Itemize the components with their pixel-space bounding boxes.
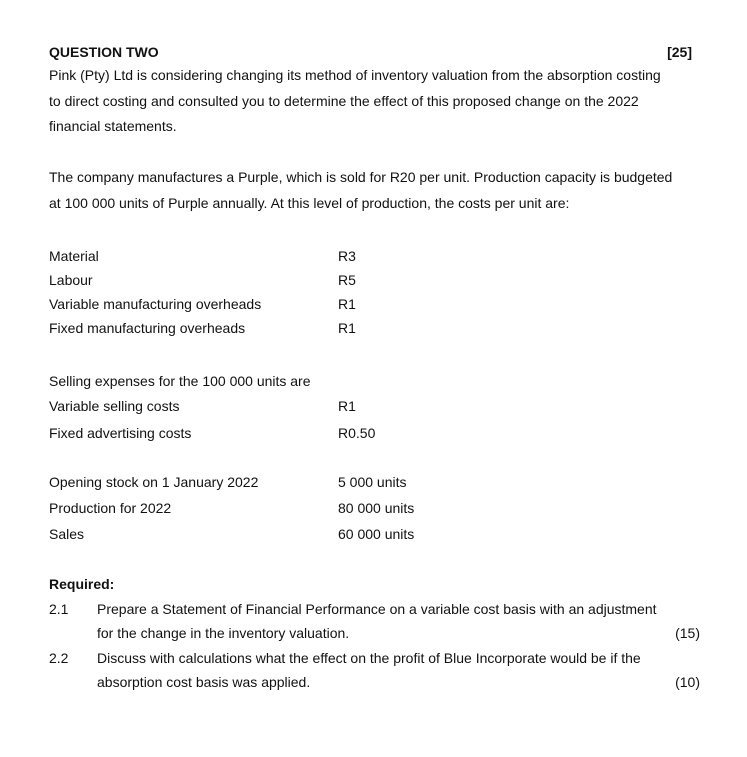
- selling-heading: Selling expenses for the 100 000 units are: [49, 373, 311, 389]
- intro-paragraph: [49, 63, 661, 140]
- stock-value: 5 000 units: [338, 474, 407, 490]
- unit-cost-label: Labour: [49, 272, 93, 288]
- required-heading: Required:: [49, 576, 115, 592]
- unit-cost-label: Variable manufacturing overheads: [49, 296, 262, 312]
- context-line: at 100 000 units of Purple annually. At this level of production, the costs per unit are:: [49, 194, 570, 211]
- required-item-marks: (15): [675, 625, 700, 641]
- selling-value: R1: [338, 398, 356, 414]
- question-marks: [25]: [667, 44, 692, 60]
- intro-line: Pink (Pty) Ltd is considering changing its method of inventory valuation from the absorption costing: [49, 67, 661, 83]
- stock-label: Production for 2022: [49, 500, 172, 516]
- question-title: QUESTION TWO: [49, 44, 159, 60]
- required-item-marks: (10): [675, 674, 700, 690]
- selling-label: Fixed advertising costs: [49, 425, 192, 441]
- unit-cost-value: R1: [338, 296, 356, 312]
- intro-line: financial statements.: [49, 118, 177, 134]
- required-item-number: 2.1: [49, 601, 69, 617]
- selling-value: R0.50: [338, 425, 376, 441]
- unit-cost-value: R1: [338, 320, 356, 336]
- intro-line: to direct costing and consulted you to determine the effect of this proposed change on the 2022: [49, 92, 639, 109]
- stock-label: Opening stock on 1 January 2022: [49, 474, 259, 490]
- unit-cost-value: R3: [338, 248, 356, 264]
- required-item-text: for the change in the inventory valuation.: [97, 625, 350, 641]
- required-item-text: Discuss with calculations what the effect on the profit of Blue Incorporate would be if the: [97, 650, 641, 666]
- stock-value: 60 000 units: [338, 526, 415, 542]
- unit-cost-value: R5: [338, 272, 356, 288]
- context-paragraph: [49, 165, 672, 216]
- unit-cost-label: Material: [49, 248, 99, 264]
- stock-label: Sales: [49, 526, 85, 542]
- unit-cost-label: Fixed manufacturing overheads: [49, 320, 246, 336]
- stock-value: 80 000 units: [338, 500, 415, 516]
- selling-label: Variable selling costs: [49, 398, 180, 414]
- context-line: The company manufactures a Purple, which is sold for R20 per unit. Production capacity is budgeted: [49, 169, 673, 185]
- required-item-text: Prepare a Statement of Financial Performance on a variable cost basis with an adjustment: [97, 601, 657, 617]
- required-item-number: 2.2: [49, 650, 69, 666]
- required-item-text: absorption cost basis was applied.: [97, 674, 311, 690]
